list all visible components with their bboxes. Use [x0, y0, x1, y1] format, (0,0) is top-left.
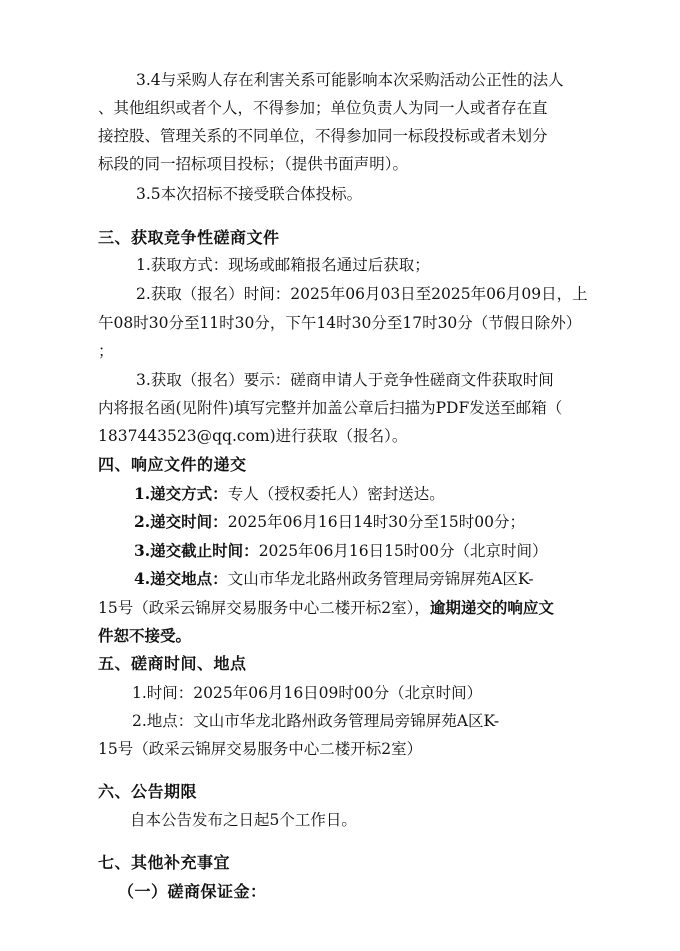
clause-3-4-line-2: 、其他组织或者个人，不得参加；单位负责人为同一人或者存在直 — [98, 99, 548, 117]
section-5-item-2-line-1: 2.地点：文山市华龙北路州政务管理局旁锦屏苑A区K- — [132, 712, 500, 730]
section-3-item-3-line-1: 3.获取（报名）要示：磋商申请人于竞争性磋商文件获取时间 — [136, 371, 554, 389]
section-3-heading: 三、获取竞争性磋商文件 — [98, 228, 280, 247]
section-4-item-3 — [134, 541, 654, 561]
section-7-subheading-1: （一）磋商保证金： — [118, 882, 267, 901]
section-6-text: 自本公告发布之日起5个工作日。 — [130, 811, 357, 829]
item-3-label: 3.递交截止时间： — [134, 541, 259, 560]
item-2-value: 2025年06月16日14时30分至15时00分； — [227, 513, 525, 531]
item-1-value: 专人（授权委托人）密封送达。 — [227, 485, 445, 503]
section-3-item-2-line-2: 午08时30分至11时30分，下午14时30分至17时30分（节假日除外） — [98, 314, 582, 332]
section-7-heading: 七、其他补充事宜 — [98, 853, 231, 872]
section-5-heading: 五、磋商时间、地点 — [98, 654, 247, 673]
clause-3-5: 3.5本次招标不接受联合体投标。 — [136, 185, 363, 203]
clause-3-4-line-1: 3.4与采购人存在利害关系可能影响本次采购活动公正性的法人 — [136, 71, 564, 89]
item-4-label: 4.递交地点： — [134, 569, 228, 588]
section-4-item-2 — [134, 512, 654, 532]
section-4-heading: 四、响应文件的递交 — [98, 455, 247, 474]
clause-3-4-line-4: 标段的同一招标项目投标；（提供书面声明）。 — [98, 155, 409, 173]
item-2-label: 2.递交时间： — [134, 512, 228, 531]
section-3-item-3-line-2: 内将报名函(见附件)填写完整并加盖公章后扫描为PDF发送至邮箱（ — [98, 399, 563, 417]
section-4-item-4-line-3: 件恕不接受。 — [98, 626, 192, 645]
section-3-item-2-line-1: 2.获取（报名）时间：2025年06月03日至2025年06月09日，上 — [136, 285, 588, 303]
section-3-item-3-line-3: 1837443523@qq.com)进行获取（报名）。 — [98, 427, 408, 445]
section-4-item-4 — [134, 569, 654, 589]
section-4-item-4-line-2 — [98, 598, 618, 618]
section-6-heading: 六、公告期限 — [98, 782, 198, 801]
item-1-label: 1.递交方式： — [134, 484, 228, 503]
section-5-item-1: 1.时间：2025年06月16日09时00分（北京时间） — [132, 684, 483, 702]
item-4-value: 文山市华龙北路州政务管理局旁锦屏苑A区K- — [227, 570, 534, 588]
section-3-item-1: 1.获取方式：现场或邮箱报名通过后获取； — [136, 256, 430, 274]
item-4-line-2-value: 15号（政采云锦屏交易服务中心二楼开标2室）， — [98, 599, 430, 617]
item-4-line-2-notice: 逾期递交的响应文 — [429, 598, 554, 617]
section-4-item-1 — [134, 484, 654, 504]
section-3-item-2-line-3: ； — [98, 342, 114, 360]
item-3-value: 2025年06月16日15时00分（北京时间） — [258, 542, 548, 560]
section-5-item-2-line-2: 15号（政采云锦屏交易服务中心二楼开标2室） — [98, 740, 423, 758]
clause-3-4-line-3: 接控股、管理关系的不同单位，不得参加同一标段投标或者未划分 — [98, 127, 548, 145]
